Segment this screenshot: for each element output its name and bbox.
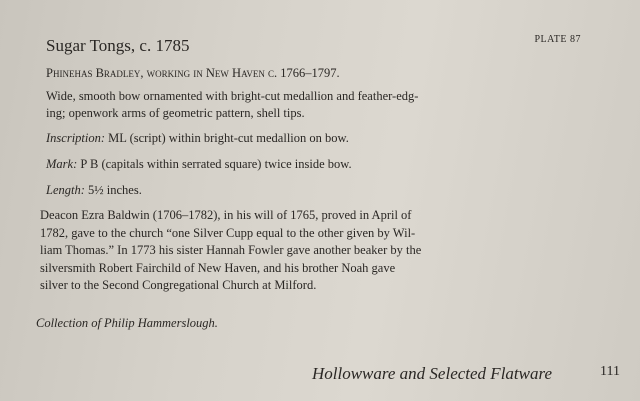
paragraph-line: liam Thomas.” In 1773 his sister Hannah Fowler gave another beaker by the [40,243,422,257]
paragraph-line: Deacon Ezra Baldwin (1706–1782), in his will of 1765, proved in April of [40,208,412,222]
length-line [46,183,142,198]
inscription-text: ML (script) within bright-cut medallion on bow. [108,131,349,145]
running-footer-title: Hollowware and Selected Flatware [312,364,553,383]
page-number: 111 [600,364,620,379]
description-line-2: ing; openwork arms of geometric pattern, shell tips. [46,106,305,120]
collection-credit: Collection of Philip Hammerslough. [36,316,218,330]
mark-text: P B (capitals within serrated square) twice inside bow. [80,157,352,171]
maker-line [46,66,340,81]
entry-title: Sugar Tongs, c. 1785 [46,36,190,55]
paragraph-line: silver to the Second Congregational Church at Milford. [40,278,317,292]
inscription-line [46,131,349,146]
inscription-label: Inscription: [46,131,106,145]
maker-text: Phinehas Bradley, working in New Haven c. 1766–1797. [46,66,340,80]
paragraph-line: silversmith Robert Fairchild of New Haven, and his brother Noah gave [40,260,396,275]
plate-number: PLATE 87 [534,34,581,45]
mark-label: Mark: [46,157,78,171]
mark-line [46,157,352,172]
history-paragraph [40,207,510,295]
length-label: Length: [46,183,85,197]
description-line-1: Wide, smooth bow ornamented with bright-cut medallion and feather-edg- [46,89,419,103]
paragraph-line: 1782, gave to the church “one Silver Cupp equal to the other given by Wil- [40,225,416,240]
length-text: 5½ inches. [88,183,142,197]
